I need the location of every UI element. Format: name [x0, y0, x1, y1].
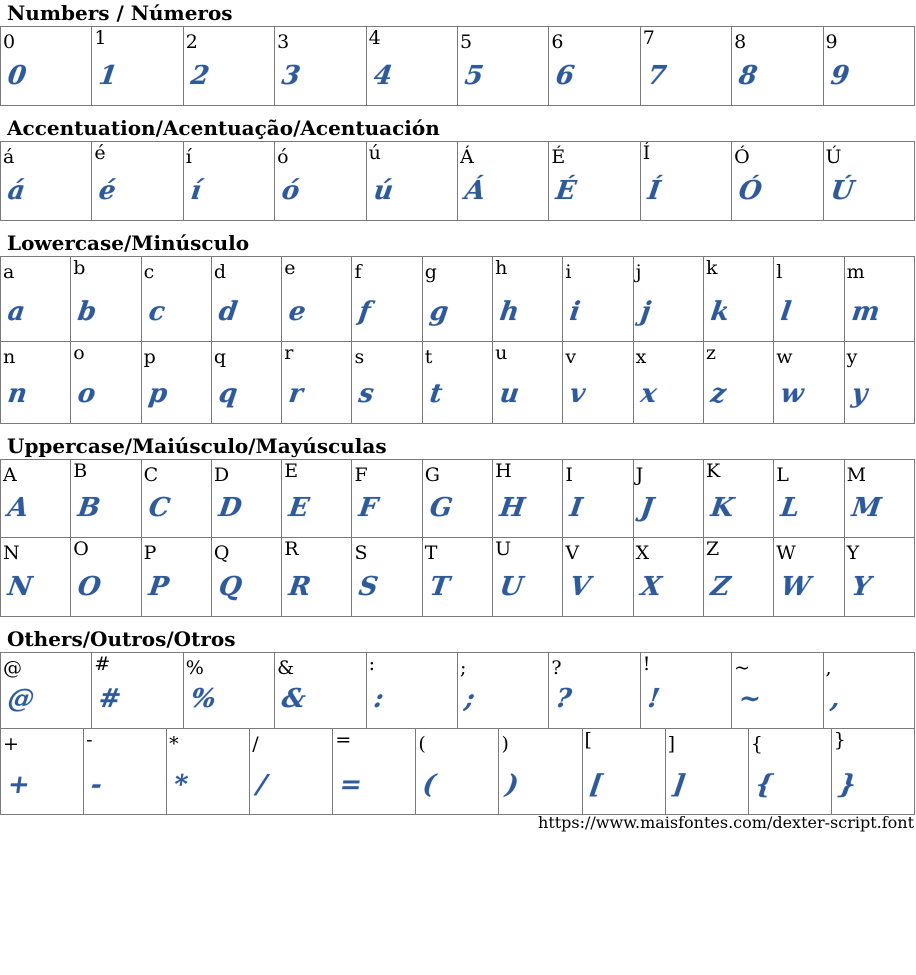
- glyph-cell: [275, 653, 366, 729]
- glyph-sample: [: [587, 770, 604, 800]
- lowercase-grid: [0, 256, 915, 424]
- glyph-cell: [823, 27, 914, 106]
- character-label: *: [169, 733, 179, 755]
- glyph-cell: [549, 653, 640, 729]
- character-label: v: [565, 346, 577, 368]
- character-label: E: [284, 460, 299, 482]
- glyph-cell: [275, 142, 366, 221]
- glyph-sample: @: [5, 684, 37, 714]
- glyph-sample: n: [5, 379, 30, 409]
- glyph-sample: R: [287, 572, 313, 602]
- glyph-sample: É: [554, 176, 579, 206]
- character-label: z: [705, 342, 716, 364]
- glyph-cell: [422, 460, 492, 538]
- character-label: 9: [825, 31, 838, 53]
- glyph-cell: [457, 653, 548, 729]
- others-grid-row1: [0, 652, 915, 729]
- character-label: é: [94, 142, 106, 164]
- glyph-sample: r: [287, 379, 305, 409]
- glyph-sample: I: [568, 493, 585, 523]
- glyph-cell: [732, 27, 823, 106]
- glyph-cell: [211, 460, 281, 538]
- glyph-cell: [844, 460, 914, 538]
- glyph-cell: [141, 460, 211, 538]
- character-label: ó: [277, 146, 289, 168]
- character-label: p: [143, 346, 156, 368]
- character-label: Í: [642, 142, 651, 164]
- glyph-cell: [582, 729, 665, 815]
- glyph-sample: q: [216, 379, 240, 409]
- glyph-sample: 4: [371, 61, 394, 91]
- glyph-sample: m: [849, 297, 882, 327]
- glyph-cell: [422, 257, 492, 342]
- lowercase-row: [1, 257, 915, 342]
- glyph-sample: O: [76, 572, 104, 602]
- glyph-cell: [282, 342, 352, 424]
- glyph-cell: [563, 257, 633, 342]
- character-label: +: [3, 733, 19, 755]
- glyph-cell: [1, 257, 71, 342]
- glyph-cell: [665, 729, 748, 815]
- character-label: #: [94, 653, 111, 675]
- glyph-cell: [703, 342, 773, 424]
- character-label: !: [642, 653, 651, 675]
- section-title-numbers: Numbers / Números: [7, 1, 233, 25]
- character-label: ): [501, 733, 509, 755]
- character-label: i: [565, 261, 572, 283]
- character-label: W: [776, 542, 796, 564]
- glyph-cell: [703, 460, 773, 538]
- glyph-sample: %: [188, 684, 218, 714]
- glyph-cell: [366, 653, 457, 729]
- glyph-sample: {: [753, 770, 775, 800]
- character-label: &: [277, 657, 295, 679]
- glyph-sample: ,: [828, 684, 842, 714]
- glyph-cell: [71, 538, 141, 617]
- character-label: 5: [459, 31, 473, 53]
- glyph-sample: á: [5, 176, 27, 206]
- character-label: 0: [3, 31, 16, 53]
- character-label: }: [833, 729, 846, 751]
- character-label: (: [418, 733, 426, 755]
- glyph-sample: X: [638, 572, 663, 602]
- character-label: S: [354, 542, 368, 564]
- glyph-sample: s: [357, 379, 377, 409]
- character-label: 3: [277, 31, 290, 53]
- uppercase-row: [1, 538, 915, 617]
- others-row: [1, 653, 915, 729]
- glyph-sample: S: [357, 572, 381, 602]
- glyph-cell: [732, 142, 823, 221]
- character-label: [: [584, 729, 592, 751]
- glyph-sample: Ú: [828, 176, 856, 206]
- glyph-sample: 3: [280, 61, 303, 91]
- glyph-cell: [1, 342, 71, 424]
- character-label: K: [705, 460, 721, 482]
- glyph-sample: T: [427, 572, 452, 602]
- glyph-sample: G: [427, 493, 455, 523]
- character-label: D: [213, 464, 230, 486]
- glyph-cell: [333, 729, 416, 815]
- character-label: u: [495, 342, 508, 364]
- glyph-cell: [352, 257, 422, 342]
- glyph-cell: [183, 27, 274, 106]
- glyph-sample: g: [427, 297, 451, 327]
- glyph-cell: [282, 460, 352, 538]
- glyph-cell: [141, 342, 211, 424]
- character-label: -: [86, 729, 93, 751]
- footer-url[interactable]: https://www.maisfontes.com/dexter-script.font: [538, 813, 914, 832]
- glyph-sample: &: [280, 684, 308, 714]
- character-label: Z: [705, 538, 720, 560]
- character-label: o: [73, 342, 85, 364]
- glyph-cell: [250, 729, 333, 815]
- glyph-sample: é: [97, 176, 119, 206]
- glyph-cell: [141, 538, 211, 617]
- character-label: O: [73, 538, 89, 560]
- glyph-cell: [366, 142, 457, 221]
- glyph-cell: [71, 460, 141, 538]
- numbers-grid: [0, 26, 915, 106]
- glyph-sample: +: [5, 770, 32, 800]
- glyph-sample: y: [849, 379, 869, 409]
- glyph-sample: o: [76, 379, 98, 409]
- glyph-sample: B: [76, 493, 103, 523]
- character-label: e: [284, 257, 296, 279]
- character-label: :: [368, 653, 375, 675]
- character-label: d: [213, 261, 227, 283]
- character-label: t: [424, 346, 433, 368]
- glyph-cell: [92, 142, 183, 221]
- uppercase-grid: [0, 459, 915, 617]
- glyph-sample: L: [779, 493, 802, 523]
- glyph-cell: [703, 538, 773, 617]
- character-label: Q: [213, 542, 230, 564]
- character-label: F: [354, 464, 368, 486]
- glyph-sample: 8: [737, 61, 760, 91]
- glyph-cell: [831, 729, 914, 815]
- glyph-sample: k: [708, 297, 732, 327]
- glyph-cell: [141, 257, 211, 342]
- character-label: A: [3, 464, 17, 486]
- uppercase-row: [1, 460, 915, 538]
- character-label: B: [73, 460, 88, 482]
- glyph-cell: [282, 538, 352, 617]
- glyph-cell: [493, 460, 563, 538]
- character-label: b: [73, 257, 86, 279]
- character-label: ;: [459, 657, 467, 679]
- glyph-cell: [1, 653, 92, 729]
- section-title-accents: Accentuation/Acentuação/Acentuación: [7, 116, 440, 140]
- glyph-cell: [823, 653, 914, 729]
- glyph-cell: [1, 142, 92, 221]
- character-label: T: [424, 542, 438, 564]
- character-label: á: [3, 146, 15, 168]
- glyph-sample: ó: [280, 176, 302, 206]
- character-label: G: [424, 464, 440, 486]
- glyph-sample: 6: [554, 61, 577, 91]
- character-label: h: [495, 257, 508, 279]
- character-label: Y: [846, 542, 860, 564]
- glyph-sample: !: [645, 684, 662, 714]
- glyph-sample: ~: [737, 684, 764, 714]
- character-label: P: [143, 542, 157, 564]
- glyph-sample: j: [638, 297, 653, 327]
- character-label: Ú: [825, 146, 842, 168]
- glyph-cell: [92, 27, 183, 106]
- character-label: C: [143, 464, 159, 486]
- glyph-cell: [844, 538, 914, 617]
- glyph-sample: h: [497, 297, 522, 327]
- glyph-sample: *: [172, 770, 190, 800]
- section-title-lowercase: Lowercase/Minúsculo: [7, 231, 250, 255]
- glyph-sample: p: [146, 379, 169, 409]
- accents-grid: [0, 141, 915, 221]
- character-label: ?: [551, 657, 562, 679]
- glyph-cell: [748, 729, 831, 815]
- character-label: 7: [642, 27, 655, 49]
- glyph-sample: Í: [645, 176, 663, 206]
- glyph-cell: [640, 142, 731, 221]
- glyph-cell: [422, 538, 492, 617]
- glyph-sample: w: [779, 379, 806, 409]
- glyph-cell: [457, 142, 548, 221]
- character-label: X: [635, 542, 650, 564]
- glyph-cell: [844, 342, 914, 424]
- glyph-sample: M: [849, 493, 883, 523]
- character-label: ~: [734, 657, 751, 679]
- glyph-cell: [633, 342, 703, 424]
- character-label: ,: [825, 657, 832, 679]
- glyph-cell: [282, 257, 352, 342]
- glyph-cell: [563, 538, 633, 617]
- glyph-cell: [422, 342, 492, 424]
- glyph-sample: }: [836, 770, 858, 800]
- glyph-cell: [640, 653, 731, 729]
- character-label: a: [3, 261, 15, 283]
- character-label: 2: [185, 31, 198, 53]
- glyph-sample: c: [146, 297, 167, 327]
- glyph-cell: [633, 538, 703, 617]
- glyph-cell: [493, 257, 563, 342]
- glyph-cell: [493, 538, 563, 617]
- character-label: 4: [368, 27, 381, 49]
- character-label: g: [424, 261, 437, 283]
- glyph-sample: W: [779, 572, 813, 602]
- character-label: 1: [94, 27, 107, 49]
- character-label: Ó: [734, 146, 750, 168]
- glyph-sample: Y: [849, 572, 873, 602]
- character-label: j: [635, 261, 642, 283]
- character-label: n: [3, 346, 16, 368]
- glyph-cell: [1, 538, 71, 617]
- glyph-sample: ú: [371, 176, 395, 206]
- glyph-cell: [1, 460, 71, 538]
- glyph-cell: [774, 460, 844, 538]
- character-label: I: [565, 464, 573, 486]
- glyph-sample: Q: [216, 572, 244, 602]
- glyph-sample: K: [708, 493, 736, 523]
- glyph-cell: [352, 342, 422, 424]
- glyph-sample: 1: [97, 61, 120, 91]
- character-label: U: [495, 538, 512, 560]
- glyph-sample: f: [357, 297, 373, 327]
- glyph-sample: 5: [462, 61, 486, 91]
- numbers-row: [1, 27, 915, 106]
- character-label: %: [185, 657, 204, 679]
- glyph-sample: ]: [670, 770, 688, 800]
- glyph-cell: [211, 342, 281, 424]
- glyph-cell: [633, 257, 703, 342]
- glyph-sample: J: [638, 493, 656, 523]
- glyph-cell: [211, 257, 281, 342]
- character-label: L: [776, 464, 789, 486]
- glyph-cell: [549, 27, 640, 106]
- glyph-sample: t: [427, 379, 444, 409]
- glyph-cell: [1, 27, 92, 106]
- glyph-sample: D: [216, 493, 244, 523]
- glyph-cell: [183, 653, 274, 729]
- glyph-cell: [732, 653, 823, 729]
- character-label: R: [284, 538, 299, 560]
- glyph-cell: [563, 342, 633, 424]
- character-label: f: [354, 261, 362, 283]
- character-label: 8: [734, 31, 747, 53]
- glyph-sample: 2: [188, 61, 211, 91]
- lowercase-row: [1, 342, 915, 424]
- character-label: l: [776, 261, 783, 283]
- glyph-sample: d: [216, 297, 240, 327]
- glyph-sample: F: [357, 493, 381, 523]
- character-label: V: [565, 542, 580, 564]
- glyph-cell: [640, 27, 731, 106]
- glyph-sample: :: [371, 684, 386, 714]
- glyph-sample: b: [76, 297, 99, 327]
- character-label: q: [213, 346, 227, 368]
- glyph-sample: V: [568, 572, 593, 602]
- character-label: /: [252, 733, 259, 755]
- character-label: x: [635, 346, 647, 368]
- section-title-others: Others/Outros/Otros: [7, 627, 236, 651]
- glyph-cell: [1, 729, 84, 815]
- character-label: H: [495, 460, 512, 482]
- glyph-cell: [167, 729, 250, 815]
- character-label: N: [3, 542, 20, 564]
- glyph-cell: [352, 538, 422, 617]
- glyph-sample: Ó: [737, 176, 764, 206]
- character-label: J: [635, 464, 644, 486]
- glyph-sample: i: [568, 297, 583, 327]
- glyph-sample: /: [255, 770, 269, 800]
- glyph-sample: l: [779, 297, 794, 327]
- glyph-cell: [71, 342, 141, 424]
- character-label: {: [750, 733, 763, 755]
- glyph-sample: A: [5, 493, 31, 523]
- glyph-cell: [563, 460, 633, 538]
- character-label: s: [354, 346, 365, 368]
- glyph-cell: [774, 257, 844, 342]
- glyph-cell: [499, 729, 582, 815]
- glyph-sample: 9: [828, 61, 851, 91]
- glyph-sample: -: [88, 770, 104, 800]
- others-grid-row2: [0, 728, 915, 815]
- character-label: =: [335, 729, 352, 751]
- section-title-uppercase: Uppercase/Maiúsculo/Mayúsculas: [7, 434, 387, 458]
- glyph-cell: [774, 342, 844, 424]
- glyph-sample: P: [146, 572, 171, 602]
- others-row: [1, 729, 915, 815]
- character-label: M: [846, 464, 867, 486]
- character-label: c: [143, 261, 155, 283]
- glyph-sample: a: [5, 297, 27, 327]
- glyph-cell: [633, 460, 703, 538]
- glyph-cell: [183, 142, 274, 221]
- glyph-sample: E: [287, 493, 312, 523]
- glyph-sample: e: [287, 297, 308, 327]
- glyph-sample: =: [338, 770, 365, 800]
- glyph-cell: [352, 460, 422, 538]
- accents-row: [1, 142, 915, 221]
- glyph-sample: Z: [708, 572, 733, 602]
- glyph-cell: [823, 142, 914, 221]
- character-label: r: [284, 342, 294, 364]
- character-label: w: [776, 346, 793, 368]
- character-label: ]: [667, 733, 676, 755]
- glyph-cell: [493, 342, 563, 424]
- glyph-sample: z: [708, 379, 728, 409]
- glyph-sample: í: [188, 176, 203, 206]
- glyph-cell: [549, 142, 640, 221]
- character-label: í: [185, 146, 192, 168]
- glyph-cell: [92, 653, 183, 729]
- character-label: ú: [368, 142, 381, 164]
- glyph-sample: H: [497, 493, 527, 523]
- glyph-sample: x: [638, 379, 659, 409]
- character-label: Á: [459, 146, 474, 168]
- glyph-sample: U: [497, 572, 525, 602]
- character-label: k: [705, 257, 718, 279]
- character-label: m: [846, 261, 865, 283]
- character-label: É: [551, 146, 566, 168]
- glyph-sample: 7: [645, 61, 668, 91]
- glyph-sample: ): [504, 770, 521, 800]
- glyph-cell: [275, 27, 366, 106]
- glyph-sample: u: [497, 379, 522, 409]
- glyph-cell: [703, 257, 773, 342]
- glyph-cell: [457, 27, 548, 106]
- glyph-sample: 0: [5, 61, 29, 91]
- glyph-cell: [844, 257, 914, 342]
- glyph-cell: [84, 729, 167, 815]
- character-label: @: [3, 657, 22, 679]
- glyph-sample: Á: [462, 176, 488, 206]
- glyph-cell: [774, 538, 844, 617]
- glyph-cell: [71, 257, 141, 342]
- glyph-cell: [211, 538, 281, 617]
- glyph-cell: [416, 729, 499, 815]
- character-label: y: [846, 346, 858, 368]
- glyph-sample: v: [568, 379, 588, 409]
- glyph-sample: (: [421, 770, 438, 800]
- glyph-sample: N: [5, 572, 34, 602]
- glyph-sample: ?: [554, 684, 574, 714]
- glyph-sample: ;: [462, 684, 477, 714]
- glyph-sample: C: [146, 493, 172, 523]
- character-label: 6: [551, 31, 564, 53]
- glyph-sample: #: [97, 684, 124, 714]
- glyph-cell: [366, 27, 457, 106]
